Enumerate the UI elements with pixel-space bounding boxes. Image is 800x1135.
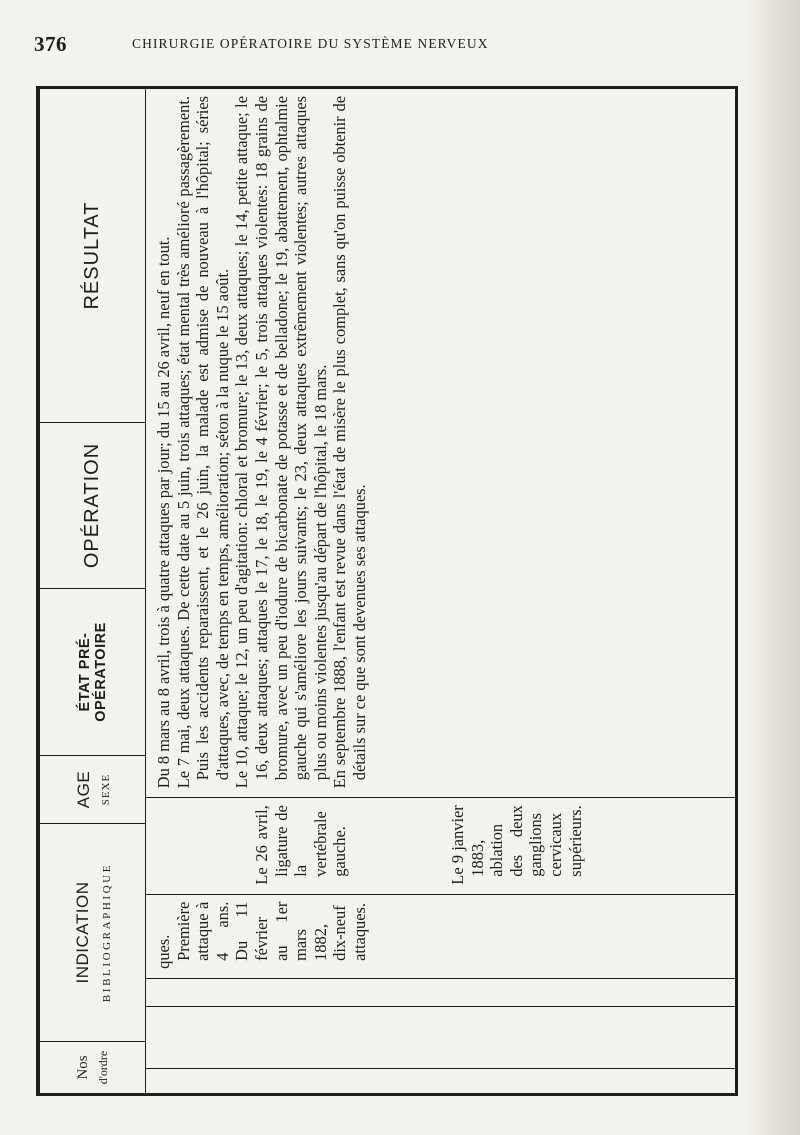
table-header-row bbox=[40, 89, 146, 1093]
page-number: 376 bbox=[34, 32, 67, 56]
cell-operation bbox=[146, 797, 735, 893]
header-numero bbox=[40, 1041, 145, 1093]
header-etat-label: ÉTAT PRÉ-OPÉRATOIRE bbox=[76, 622, 109, 722]
running-head bbox=[0, 30, 800, 60]
rotated-case-table bbox=[36, 86, 738, 1096]
table-body-row bbox=[146, 89, 735, 1093]
header-bibliographique-label: BIBLIOGRAPHIQUE bbox=[100, 862, 113, 1003]
header-numero-label: Nos bbox=[74, 1055, 91, 1080]
resultat-entry-1: Du 8 mars au 8 avril, trois à quatre attaques par jour; du 15 au 26 avril, neuf en tout. bbox=[154, 236, 173, 789]
cell-etat bbox=[146, 894, 735, 978]
resultat-entry-3: Le 10, attaque; le 12, un peu d'agitation: chloral et bromure; le 13, deux attaques; le 14, petite attaque; le 16, deux attaques; attaques le 17, le 18, le 19, le 4 février; le 5, trois attaques violentes: 18 grains de bromure, avec un peu d'iodure de bicarbonate de potasse et de belladone; le 19, abattement, ophtalmie gauche qui s'améliore les jours suivants; le 23, deux attaques extrêmement violentes; autres attaques plus ou moins violentes jusqu'au départ de l'hôpital, le 18 mars. bbox=[232, 95, 330, 789]
operation-spacer-2 bbox=[350, 805, 448, 884]
operation-entry-1: Le 26 avril, ligature de la vertébrale gauche. bbox=[252, 805, 350, 885]
header-indication bbox=[40, 823, 145, 1041]
etat-text: ques. Première attaque à 4 ans. Du 11 février au 1er mars 1882, dix-neuf attaques. bbox=[154, 901, 369, 969]
header-operation bbox=[40, 422, 145, 588]
header-indication-label: INDICATION bbox=[72, 881, 92, 984]
header-age-sexe bbox=[40, 755, 145, 823]
cell-indication bbox=[146, 1006, 735, 1068]
cell-numero bbox=[146, 1068, 735, 1093]
page-edge-shadow bbox=[745, 0, 800, 1135]
operation-entry-2: Le 9 janvier 1883, ablation des deux ganglions cervicaux supérieurs. bbox=[447, 805, 585, 885]
header-operation-label: OPÉRATION bbox=[81, 442, 103, 569]
resultat-entry-4: En septembre 1888, l'enfant est revue dans l'état de misère le plus complet, sans qu'on puisse obtenir de détails sur ce que sont devenues ses attaques. bbox=[330, 95, 369, 789]
cell-age-sexe bbox=[146, 978, 735, 1006]
resultat-entry-2: Le 7 mai, deux attaques. De cette date au 5 juin, trois attaques; état mental très amélioré passagèrement. Puis les accidents reparaissent, et le 26 juin, la malade est admise de nouveau à l'hôpital; séries d'attaques, avec, de temps en temps, amélioration; séton à la nuque le 15 août. bbox=[173, 95, 232, 789]
header-ordre-label: d'ordre bbox=[95, 1050, 110, 1085]
header-sexe-label: SEXE bbox=[99, 773, 112, 806]
running-title: CHIRURGIE OPÉRATOIRE DU SYSTÈME NERVEUX bbox=[132, 36, 489, 51]
header-resultat bbox=[40, 89, 145, 422]
header-age-label: AGE bbox=[73, 770, 93, 809]
cell-resultat bbox=[146, 89, 735, 797]
header-etat bbox=[40, 588, 145, 755]
header-resultat-label: RÉSULTAT bbox=[81, 201, 103, 310]
operation-spacer-1 bbox=[154, 805, 252, 884]
